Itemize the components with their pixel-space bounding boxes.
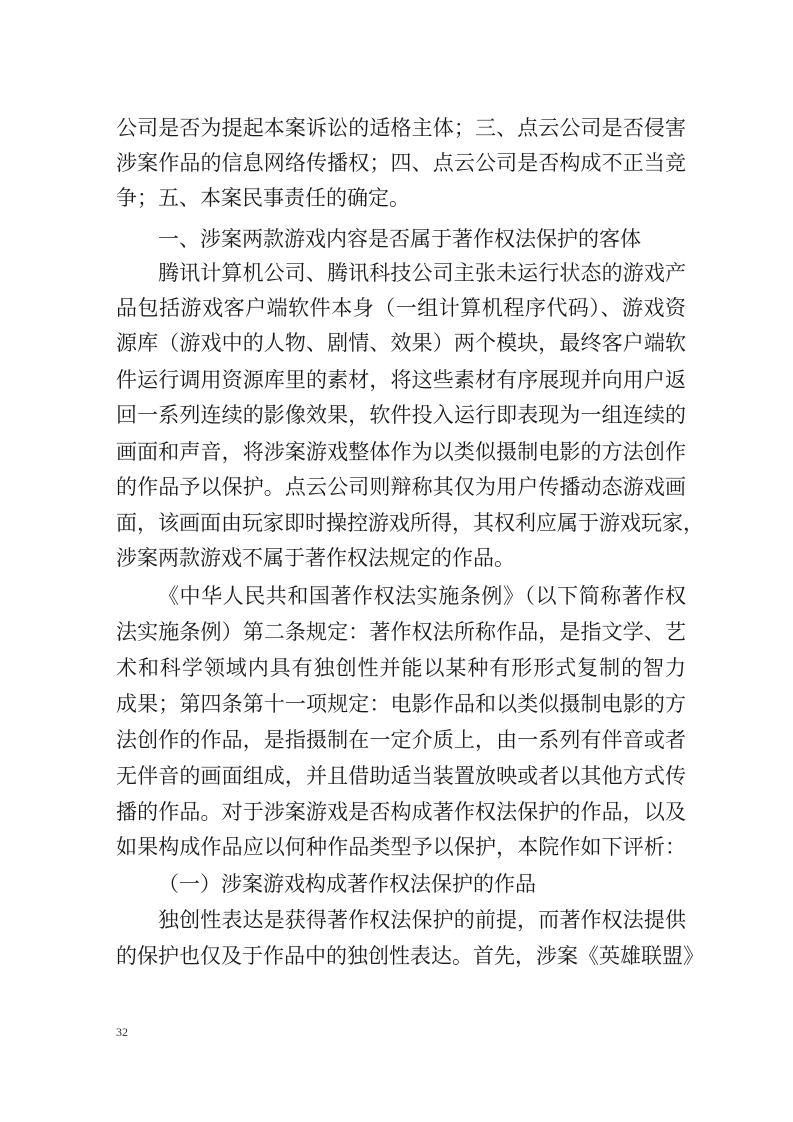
text-line: 公司是否为提起本案诉讼的适格主体；三、点云公司是否侵害 (116, 116, 686, 140)
text-line: 的保护也仅及于作品中的独创性表达。首先，涉案《英雄联盟》 (116, 944, 704, 968)
text-line: 源库（游戏中的人物、剧情、效果）两个模块，最终客户端软 (116, 331, 686, 355)
text-line: 件运行调用资源库里的素材，将这些素材有序展现并向用户返 (116, 368, 686, 392)
text-line: 涉案两款游戏不属于著作权法规定的作品。 (116, 546, 515, 570)
text-line: 面，该画面由玩家即时操控游戏所得，其权利应属于游戏玩家， (116, 511, 704, 535)
subsection-heading: （一）涉案游戏构成著作权法保护的作品 (158, 872, 536, 896)
text-line: 品包括游戏客户端软件本身（一组计算机程序代码）、游戏资 (116, 296, 686, 320)
text-line: 术和科学领域内具有独创性并能以某种有形形式复制的智力 (116, 656, 686, 680)
text-line: 法创作的作品，是指摄制在一定介质上，由一系列有伴音或者 (116, 728, 686, 752)
text-line: 腾讯计算机公司、腾讯科技公司主张未运行状态的游戏产 (158, 261, 686, 285)
section-heading: 一、涉案两款游戏内容是否属于著作权法保护的客体 (158, 227, 641, 251)
text-line: 回一系列连续的影像效果，软件投入运行即表现为一组连续的 (116, 403, 686, 427)
text-line: 无伴音的画面组成，并且借助适当装置放映或者以其他方式传 (116, 764, 686, 788)
text-line: 画面和声音，将涉案游戏整体作为以类似摄制电影的方法创作 (116, 440, 686, 464)
text-line: 争；五、本案民事责任的确定。 (116, 186, 410, 210)
text-line: 成果；第四条第十一项规定：电影作品和以类似摄制电影的方 (116, 692, 686, 716)
text-line: 独创性表达是获得著作权法保护的前提，而著作权法提供 (158, 908, 686, 932)
text-line: 如果构成作品应以何种作品类型予以保护，本院作如下评析： (116, 835, 686, 859)
text-line: 法实施条例）第二条规定：著作权法所称作品，是指文学、艺 (116, 620, 686, 644)
text-line: 播的作品。对于涉案游戏是否构成著作权法保护的作品，以及 (116, 800, 686, 824)
text-line: 的作品予以保护。点云公司则辩称其仅为用户传播动态游戏画 (116, 475, 686, 499)
text-line: 《中华人民共和国著作权法实施条例》（以下简称著作权 (158, 584, 686, 608)
page-number: 32 (116, 1025, 128, 1039)
text-line: 涉案作品的信息网络传播权；四、点云公司是否构成不正当竞 (116, 151, 686, 175)
